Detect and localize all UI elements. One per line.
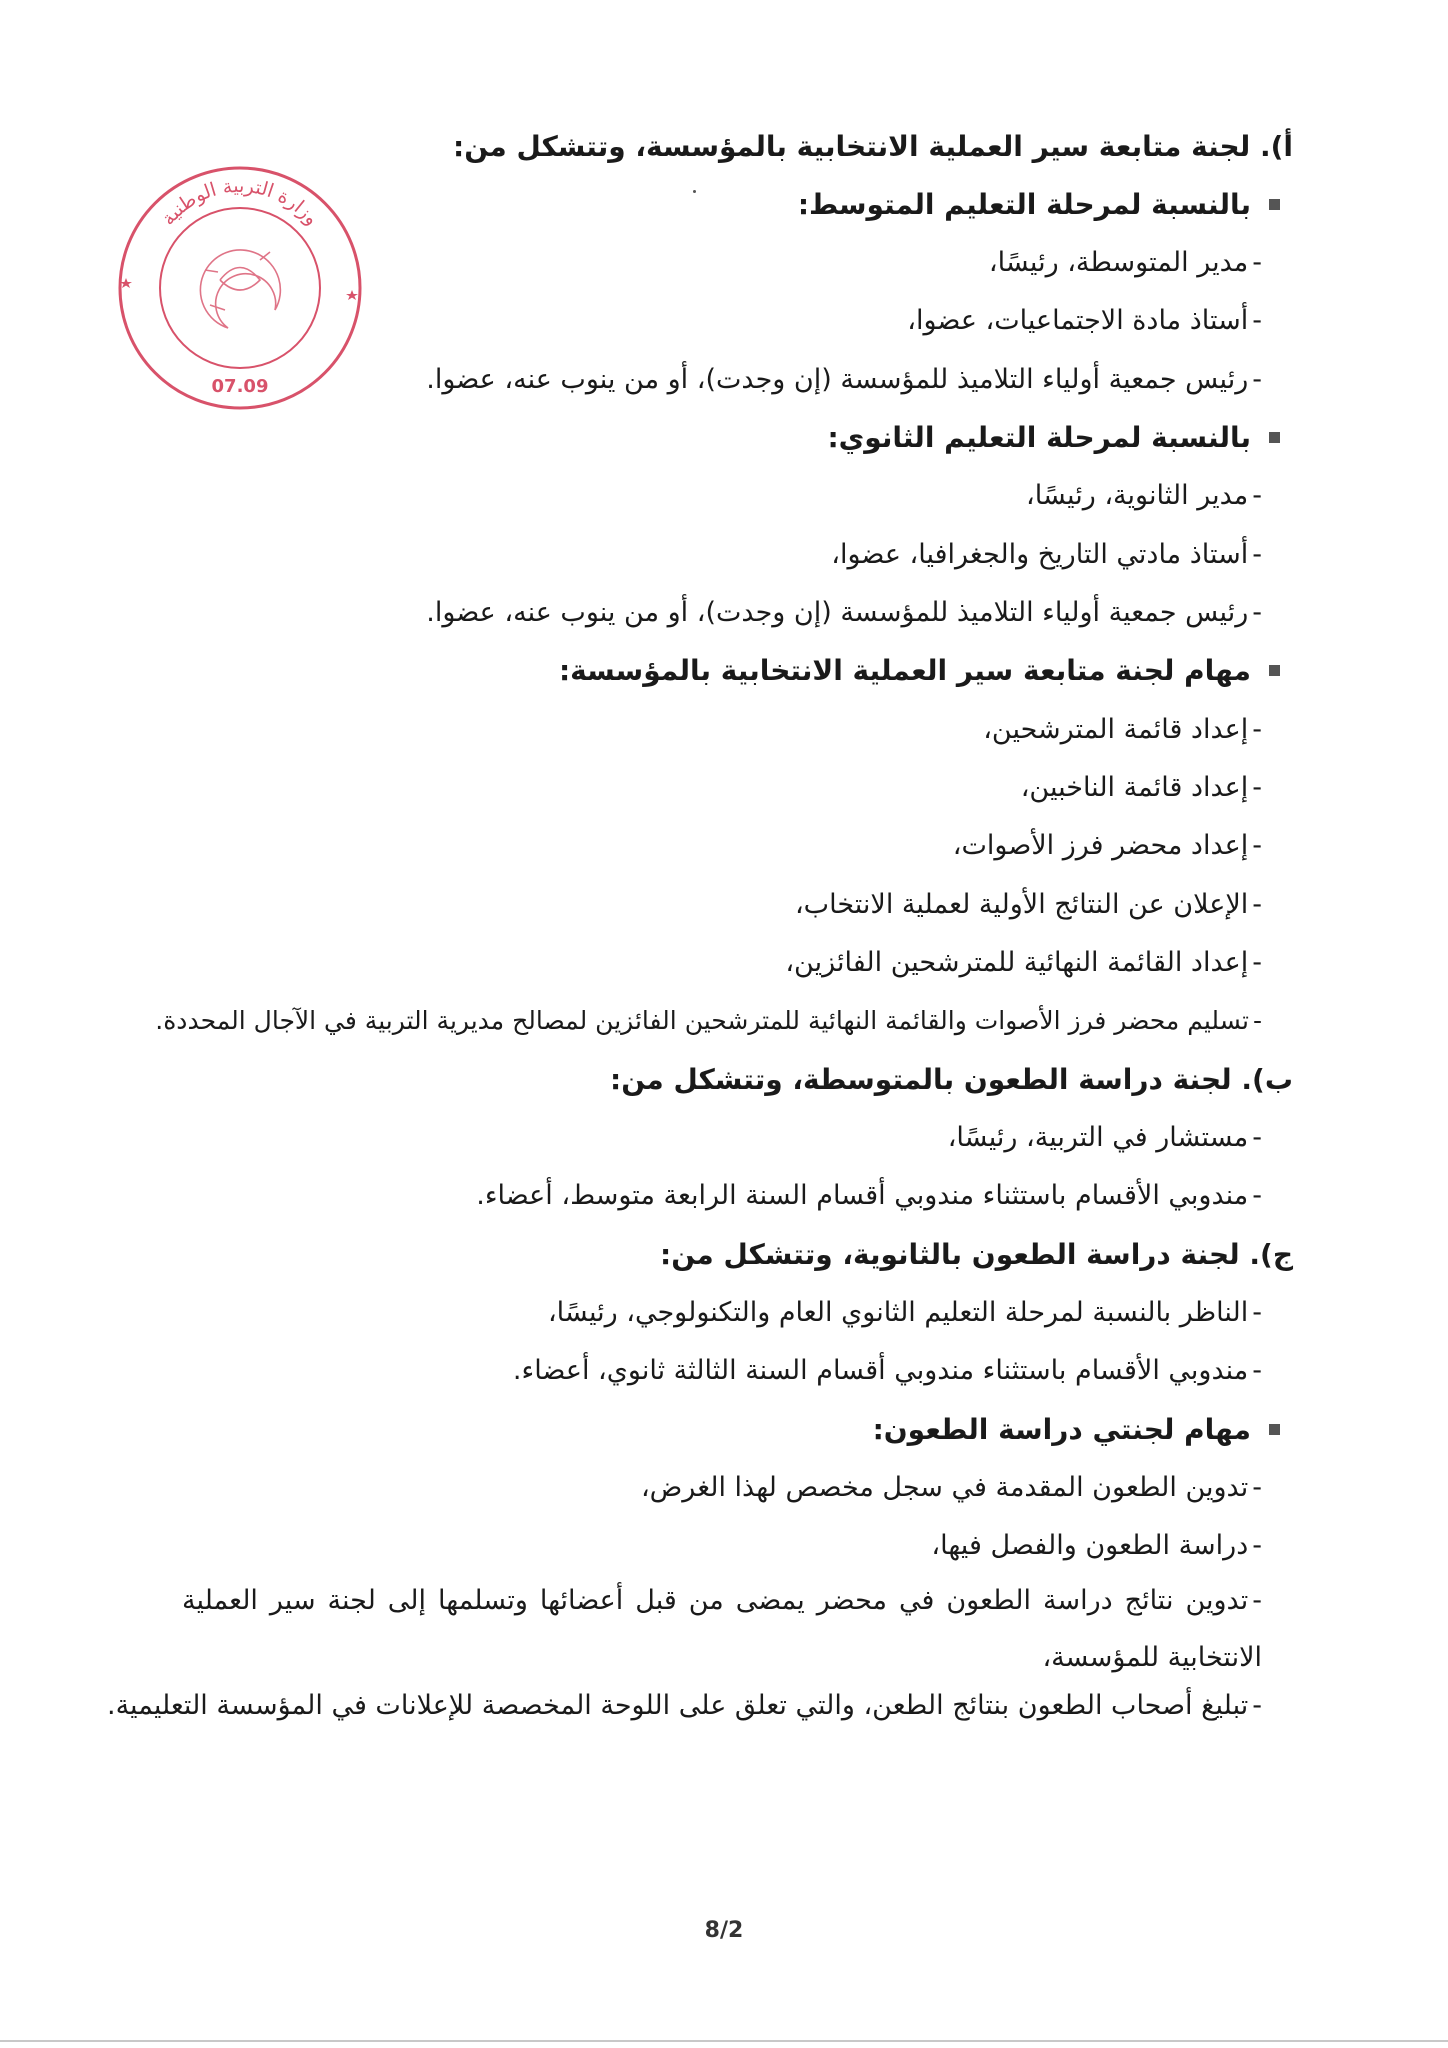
stamp-outer-ring (120, 168, 360, 408)
stamp-star-right-icon (346, 290, 358, 300)
heading-committee-c: ج). لجنة دراسة الطعون بالثانوية، وتتشكل من: (660, 1238, 1293, 1271)
scan-speck (693, 190, 696, 193)
subheading-middle-school: بالنسبة لمرحلة التعليم المتوسط: (798, 185, 1280, 225)
official-stamp (110, 160, 370, 425)
list-item: -إعداد القائمة النهائية للمترشحين الفائزين، (785, 947, 1262, 978)
list-item: -تبليغ أصحاب الطعون بنتائج الطعن، والتي تعلق على اللوحة المخصصة للإعلانات في المؤسسة التعليمية. (107, 1690, 1262, 1721)
list-item: -إعداد محضر فرز الأصوات، (952, 830, 1262, 861)
heading-committee-a: أ). لجنة متابعة سير العملية الانتخابية بالمؤسسة، وتتشكل من: (453, 130, 1293, 163)
list-item: -أستاذ مادة الاجتماعيات، عضوا، (907, 305, 1262, 336)
subheading-secondary-school: بالنسبة لمرحلة التعليم الثانوي: (827, 418, 1280, 458)
page-number: 8/2 (704, 1918, 744, 1943)
scan-edge-divider (0, 2040, 1448, 2042)
list-item-wrapped: -تدوين نتائج دراسة الطعون في محضر يمضى من قبل أعضائها وتسلمها إلى لجنة سير العملية الانتخابية للمؤسسة، (182, 1585, 1262, 1673)
list-item: -مندوبي الأقسام باستثناء مندوبي أقسام السنة الثالثة ثانوي، أعضاء. (512, 1355, 1262, 1386)
subheading-appeals-tasks: مهام لجنتي دراسة الطعون: (873, 1410, 1280, 1450)
list-item: -إعداد قائمة المترشحين، (983, 714, 1262, 745)
list-item: -دراسة الطعون والفصل فيها، (931, 1530, 1262, 1561)
list-item: -رئيس جمعية أولياء التلاميذ للمؤسسة (إن وجدت)، أو من ينوب عنه، عضوا. (426, 597, 1262, 628)
list-item: -تدوين الطعون المقدمة في سجل مخصص لهذا الغرض، (640, 1472, 1262, 1503)
bullet-square-icon (1269, 1424, 1280, 1435)
list-item: -إعداد قائمة الناخبين، (1020, 772, 1262, 803)
stamp-code: 07.09 (211, 376, 269, 397)
list-item: -تسليم محضر فرز الأصوات والقائمة النهائية للمترشحين الفائزين لمصالح مديرية التربية في الآجال المحددة. (155, 1006, 1262, 1035)
list-item: -الناظر بالنسبة لمرحلة التعليم الثانوي العام والتكنولوجي، رئيسًا، (547, 1297, 1262, 1328)
stamp-emblem-icon (200, 250, 280, 328)
stamp-text: وزارة التربية الوطنية (157, 174, 323, 230)
list-item: -مدير المتوسطة، رئيسًا، (988, 247, 1262, 278)
bullet-square-icon (1269, 432, 1280, 443)
bullet-square-icon (1269, 199, 1280, 210)
list-item: -مستشار في التربية، رئيسًا، (947, 1122, 1262, 1153)
list-item: -الإعلان عن النتائج الأولية لعملية الانتخاب، (794, 889, 1262, 920)
stamp-inner-ring (160, 208, 320, 368)
subheading-committee-a-tasks: مهام لجنة متابعة سير العملية الانتخابية بالمؤسسة: (559, 651, 1280, 691)
list-item: -مندوبي الأقسام باستثناء مندوبي أقسام السنة الرابعة متوسط، أعضاء. (476, 1180, 1262, 1211)
list-item: -أستاذ مادتي التاريخ والجغرافيا، عضوا، (831, 539, 1262, 570)
heading-committee-b: ب). لجنة دراسة الطعون بالمتوسطة، وتتشكل من: (610, 1063, 1293, 1096)
list-item: -مدير الثانوية، رئيسًا، (1026, 480, 1262, 511)
list-item: -رئيس جمعية أولياء التلاميذ للمؤسسة (إن وجدت)، أو من ينوب عنه، عضوا. (426, 364, 1262, 395)
bullet-square-icon (1269, 665, 1280, 676)
